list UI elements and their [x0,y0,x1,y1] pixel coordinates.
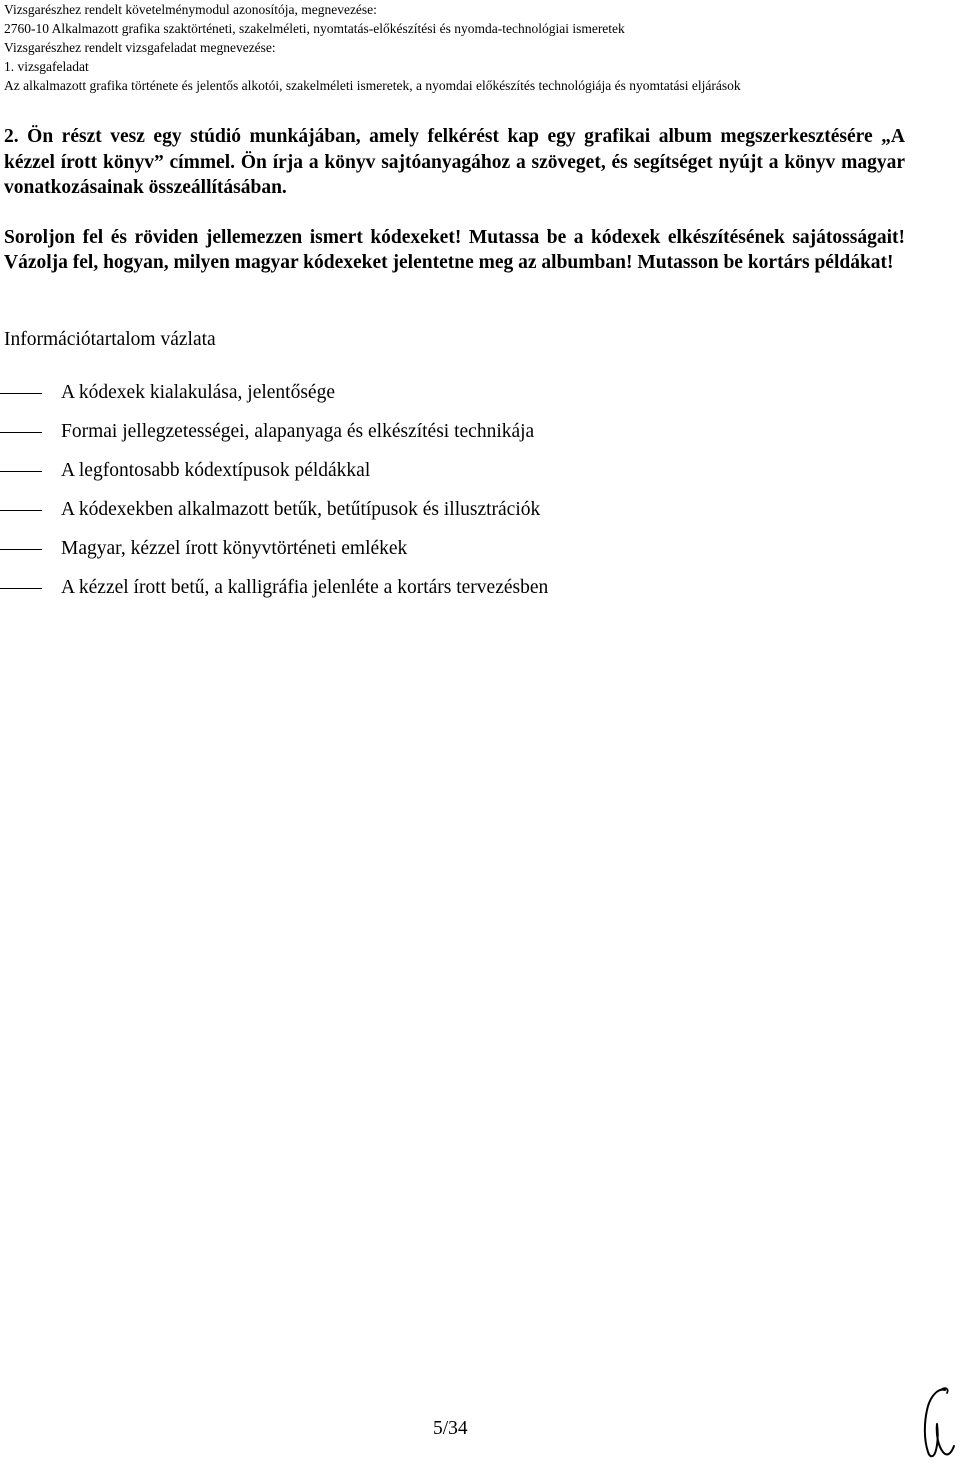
header-module-name: 2760-10 Alkalmazott grafika szaktörténeti, szakelméleti, nyomtatás-előkészítési és nyomda-technológiai ismeretek [4,21,625,36]
list-item [0,458,548,497]
header-task-label: Vizsgarészhez rendelt vizsgafeladat megnevezése: [4,40,276,55]
task-instructions: Soroljon fel és röviden jellemezzen ismert kódexeket! Mutassa be a kódexek elkészítésének sajátosságait! Vázolja fel, hogyan, milyen magyar kódexeket jelentetne meg az albumban! Mutasson be kortárs példákat! [4,226,905,273]
list-item [0,575,548,614]
list-item-text: A kódexek kialakulása, jelentősége [61,382,335,403]
dash-bullet-icon [0,588,42,589]
list-item [0,536,548,575]
header-task-name: Az alkalmazott grafika története és jelentős alkotói, szakelméleti ismeretek, a nyomdai előkészítés technológiája és nyomtatási eljárások [4,78,741,93]
info-outline-title: Információtartalom vázlata [4,329,216,350]
list-item [0,419,548,458]
list-item-text: A kézzel írott betű, a kalligráfia jelenléte a kortárs tervezésben [61,577,549,598]
info-outline-list [0,380,548,614]
list-item [0,497,548,536]
dash-bullet-icon [0,510,42,511]
header-module-label: Vizsgarészhez rendelt követelménymodul azonosítója, megnevezése: [4,2,377,17]
signature-icon [918,1384,958,1460]
dash-bullet-icon [0,549,42,550]
list-item-text: Formai jellegzetességei, alapanyaga és elkészítési technikája [61,421,535,442]
list-item [0,380,548,419]
dash-bullet-icon [0,432,42,433]
dash-bullet-icon [0,471,42,472]
list-item-text: A legfontosabb kódextípusok példákkal [61,460,371,481]
header-task-number: 1. vizsgafeladat [4,59,89,74]
task-description [4,124,905,276]
dash-bullet-icon [0,393,42,394]
page-number: 5/34 [433,1418,468,1439]
document-header [4,0,956,95]
task-scenario: 2. Ön részt vesz egy stúdió munkájában, amely felkérést kap egy grafikai album megszerkesztésére „A kézzel írott könyv” címmel. Ön írja a könyv sajtóanyagához a szöveget, és segítséget nyújt a könyv magyar vonatkozásainak összeállításában. [4,126,905,198]
list-item-text: Magyar, kézzel írott könyvtörténeti emlékek [61,538,408,559]
list-item-text: A kódexekben alkalmazott betűk, betűtípusok és illusztrációk [61,499,541,520]
